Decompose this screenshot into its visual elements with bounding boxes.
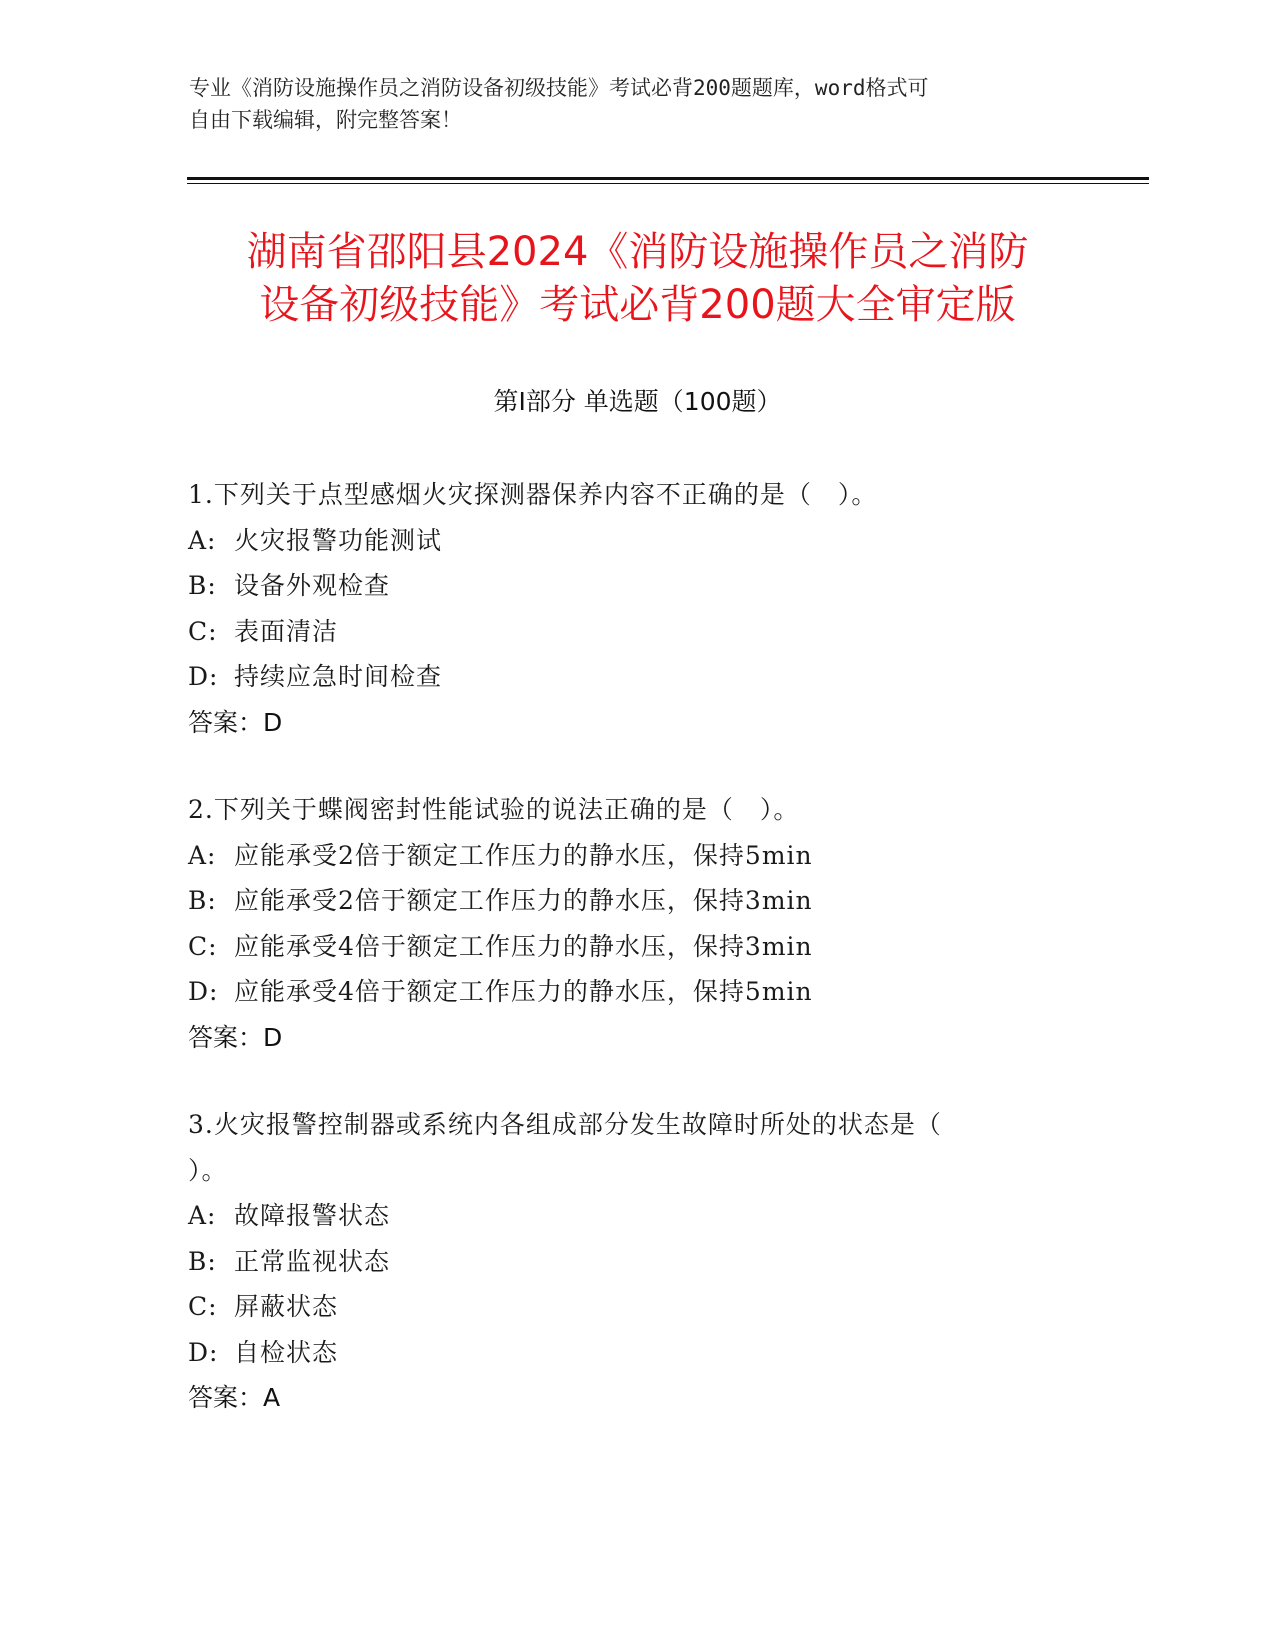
option-a [188, 833, 1088, 879]
option-b [188, 563, 1088, 609]
option-letter: B: [188, 571, 217, 600]
option-letter: A: [188, 1201, 217, 1230]
option-text: 自检状态 [234, 1337, 339, 1367]
title-line-1: 湖南省邵阳县2024《消防设施操作员之消防 [246, 229, 1029, 275]
intro-line-1: 专业《消防设施操作员之消防设备初级技能》考试必背200题题库，word格式可 [189, 76, 929, 100]
option-letter: B: [188, 886, 217, 915]
option-text: 持续应急时间检查 [234, 662, 443, 691]
option-b [188, 878, 1088, 924]
section-heading: 第Ⅰ部分 单选题（100题） [493, 387, 782, 416]
option-c [188, 1284, 1088, 1330]
answer-label: 答案：A [188, 1383, 281, 1412]
option-letter: D: [188, 1337, 219, 1367]
intro-text [189, 72, 1089, 136]
question-stem-continued: ）。 [188, 1155, 228, 1185]
option-c [188, 924, 1088, 970]
option-text: 正常监视状态 [234, 1246, 391, 1276]
intro-line-2: 自由下载编辑，附完整答案！ [189, 108, 462, 132]
option-letter: B: [188, 1246, 217, 1276]
option-d [188, 654, 1088, 700]
question-2 [188, 787, 1088, 1060]
answer-label: 答案：D [188, 707, 283, 737]
question-list [188, 472, 1088, 1463]
option-text: 应能承受4倍于额定工作压力的静水压，保持3min [234, 931, 813, 961]
option-letter: C: [188, 616, 218, 646]
title-line-2: 设备初级技能》考试必背200题大全审定版 [259, 282, 1016, 328]
option-a [188, 518, 1088, 564]
option-letter: A: [188, 840, 217, 870]
option-d [188, 1330, 1088, 1376]
option-text: 应能承受4倍于额定工作压力的静水压，保持5min [234, 977, 813, 1006]
option-letter: C: [188, 1292, 218, 1321]
option-letter: D: [188, 662, 219, 691]
answer-label: 答案：D [188, 1022, 283, 1052]
option-letter: A: [188, 525, 217, 555]
document-title [150, 226, 1125, 332]
option-text: 应能承受2倍于额定工作压力的静水压，保持5min [234, 840, 813, 870]
option-text: 屏蔽状态 [234, 1292, 339, 1321]
option-text: 故障报警状态 [234, 1201, 391, 1230]
question-stem: 3.火灾报警控制器或系统内各组成部分发生故障时所处的状态是（ [188, 1110, 942, 1139]
option-b [188, 1239, 1088, 1285]
option-text: 表面清洁 [234, 616, 339, 646]
header-divider-thick [187, 177, 1149, 180]
option-text: 应能承受2倍于额定工作压力的静水压，保持3min [234, 886, 813, 915]
question-3 [188, 1102, 1088, 1421]
option-text: 设备外观检查 [234, 571, 391, 600]
option-a [188, 1193, 1088, 1239]
option-letter: C: [188, 931, 218, 961]
option-text: 火灾报警功能测试 [234, 525, 443, 555]
option-c [188, 609, 1088, 655]
header-divider-thin [187, 183, 1149, 184]
option-letter: D: [188, 977, 219, 1006]
option-d [188, 969, 1088, 1015]
question-stem: 2.下列关于蝶阀密封性能试验的说法正确的是（ ）。 [188, 795, 800, 824]
question-stem: 1.下列关于点型感烟火灾探测器保养内容不正确的是（ ）。 [188, 480, 878, 509]
question-1 [188, 472, 1088, 745]
